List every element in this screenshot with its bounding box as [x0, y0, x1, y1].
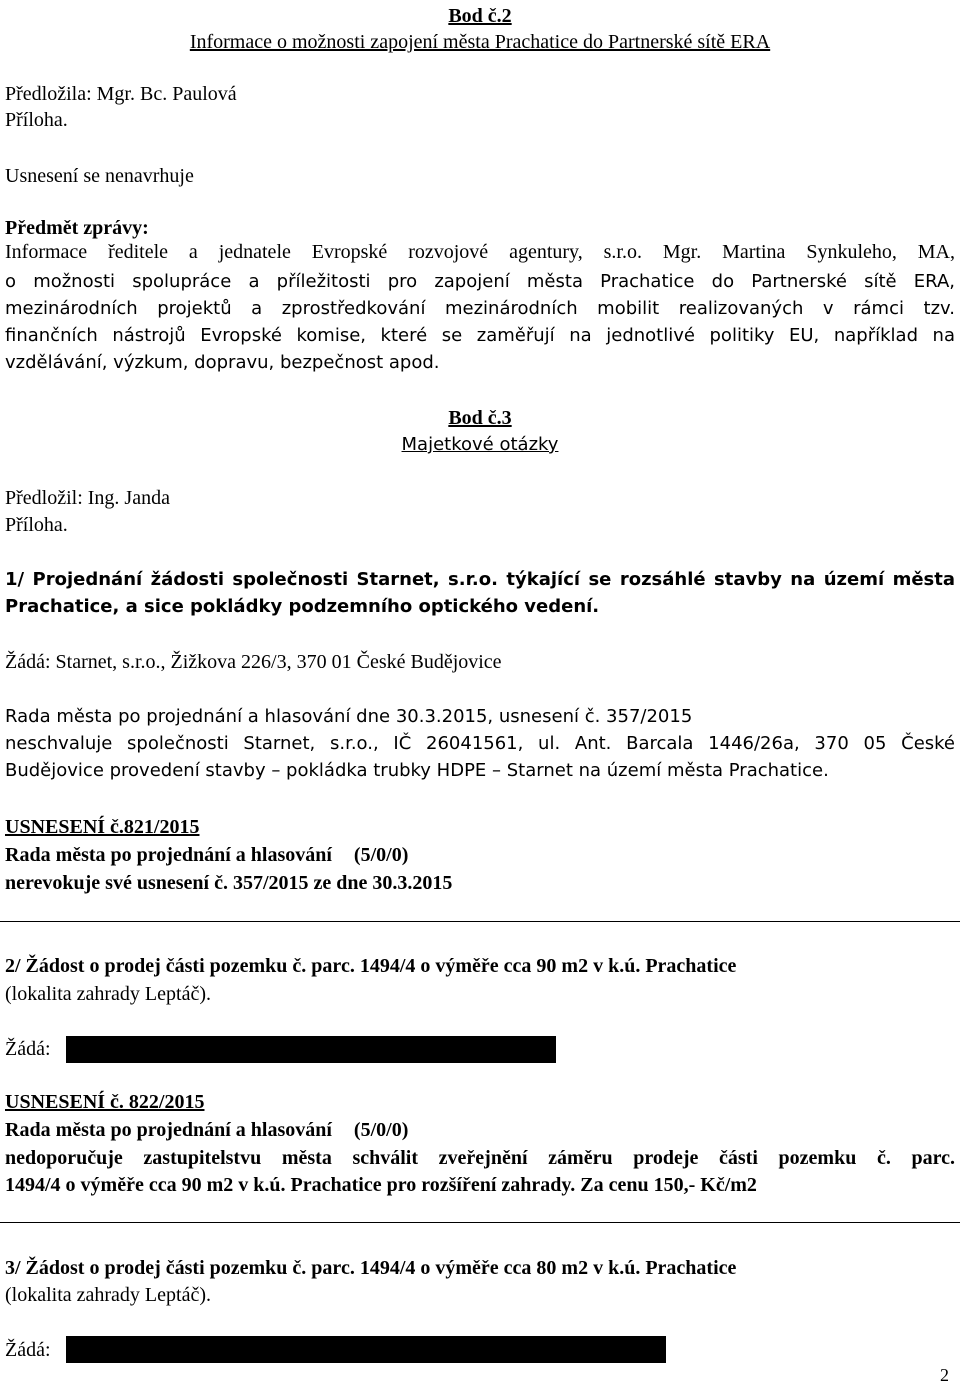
item2-vote — [5, 1118, 408, 1142]
item2-applicant-label: Žádá: — [5, 1038, 51, 1060]
bod2-presenter: Předložila: Mgr. Bc. Paulová — [5, 83, 237, 105]
item2-resolution-number: USNESENÍ č. 822/2015 — [5, 1091, 205, 1113]
item2-decision-line: 1494/4 o výměře cca 90 m2 v k.ú. Prachatice pro rozšíření zahrady. Za cenu 150,- Kč/m2 — [5, 1174, 757, 1196]
bod2-attachment: Příloha. — [5, 109, 68, 131]
bod2-number: Bod č.2 — [448, 5, 512, 27]
bod2-resolution-note: Usnesení se nenavrhuje — [5, 165, 194, 187]
bod2-body-line: finančních nástrojů Evropské komise, které se zaměřují na jednotlivé politiky EU, například na — [5, 325, 955, 346]
bod3-title: Majetkové otázky — [401, 434, 559, 455]
item1-history-line: Budějovice provedení stavby – pokládka trubky HDPE – Starnet na území města Prachatice. — [5, 760, 829, 781]
item1-resolution-number: USNESENÍ č.821/2015 — [5, 816, 200, 838]
bod3-number: Bod č.3 — [448, 407, 512, 429]
redaction-bar — [66, 1336, 666, 1363]
page-number: 2 — [940, 1365, 949, 1385]
section-divider — [0, 921, 960, 922]
item1-decision: nerevokuje své usnesení č. 357/2015 ze dne 30.3.2015 — [5, 872, 453, 894]
bod2-body-line: o možnosti spolupráce a příležitosti pro zapojení města Prachatice do Partnerské sítě ERA, — [5, 271, 955, 292]
vote-label: Rada města po projednání a hlasování — [5, 1119, 332, 1141]
bod3-attachment: Příloha. — [5, 514, 68, 536]
section-divider — [0, 1222, 960, 1223]
redaction-bar — [66, 1036, 556, 1063]
item1-history-line: Rada města po projednání a hlasování dne 30.3.2015, usnesení č. 357/2015 — [5, 706, 693, 727]
bod2-body-line: mezinárodních projektů a zprostředkování mezinárodních mobilit realizovaných v rámci tzv. — [5, 298, 955, 319]
bod3-presenter: Předložil: Ing. Janda — [5, 487, 170, 509]
item3-applicant-label: Žádá: — [5, 1339, 51, 1361]
vote-label: Rada města po projednání a hlasování — [5, 844, 332, 866]
bod2-subject-label: Předmět zprávy: — [5, 217, 149, 239]
bod2-title: Informace o možnosti zapojení města Prachatice do Partnerské sítě ERA — [189, 31, 771, 53]
item1-history-line: neschvaluje společnosti Starnet, s.r.o., IČ 26041561, ul. Ant. Barcala 1446/26a, 370 05 České — [5, 733, 955, 754]
item2-location: (lokalita zahrady Leptáč). — [5, 983, 211, 1005]
vote-result: (5/0/0) — [353, 1119, 409, 1141]
item3-location: (lokalita zahrady Leptáč). — [5, 1284, 211, 1306]
item1-heading-line: 1/ Projednání žádosti společnosti Starnet, s.r.o. týkající se rozsáhlé stavby na území města — [5, 569, 955, 590]
vote-result: (5/0/0) — [353, 844, 409, 866]
item2-decision-line: nedoporučuje zastupitelstvu města schválit zveřejnění záměru prodeje části pozemku č. parc. — [5, 1147, 955, 1169]
item3-heading: 3/ Žádost o prodej části pozemku č. parc. 1494/4 o výměře cca 80 m2 v k.ú. Prachatice — [5, 1257, 737, 1279]
item1-heading-line: Prachatice, a sice pokládky podzemního optického vedení. — [5, 596, 600, 617]
item1-applicant: Žádá: Starnet, s.r.o., Žižkova 226/3, 370 01 České Budějovice — [5, 651, 502, 673]
item2-heading: 2/ Žádost o prodej části pozemku č. parc. 1494/4 o výměře cca 90 m2 v k.ú. Prachatice — [5, 955, 737, 977]
bod2-body-line: vzdělávání, výzkum, dopravu, bezpečnost apod. — [5, 352, 440, 373]
bod2-body-line: Informace ředitele a jednatele Evropské rozvojové agentury, s.r.o. Mgr. Martina Synkuleho, MA, — [5, 241, 955, 263]
item1-vote — [5, 843, 408, 867]
